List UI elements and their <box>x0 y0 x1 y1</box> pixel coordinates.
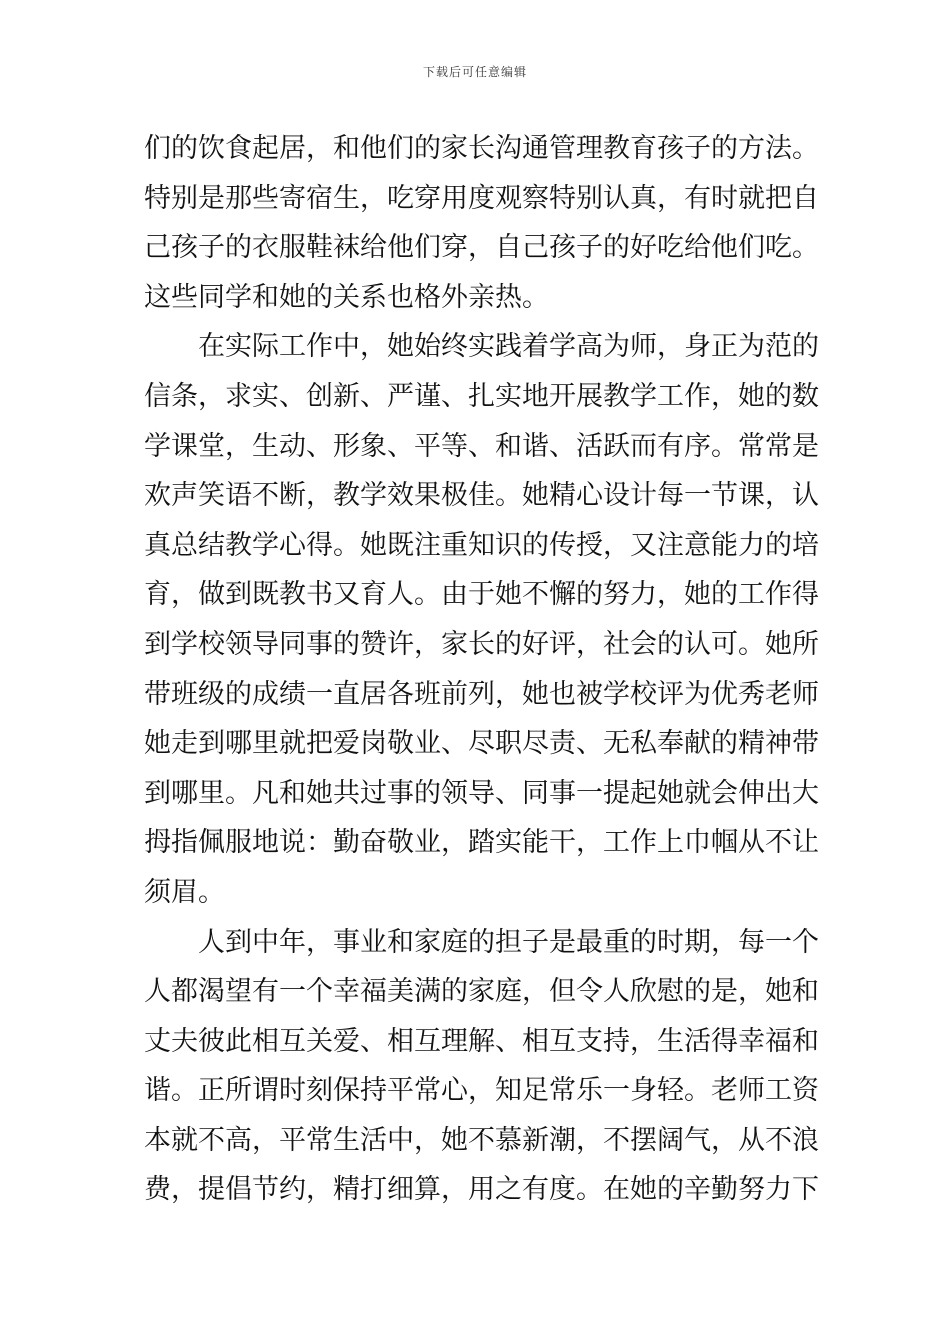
text-line: 欢声笑语不断，教学效果极佳。她精心设计每一节课，认 <box>144 480 819 512</box>
text-line: 己孩子的衣服鞋袜给他们穿，自己孩子的好吃给他们吃。 <box>144 232 819 264</box>
text-line: 育，做到既教书又育人。由于她不懈的努力，她的工作得 <box>144 579 819 611</box>
text-line: 在实际工作中，她始终实践着学高为师，身正为范的 <box>198 331 819 363</box>
page-header: 下载后可任意编辑 <box>422 65 527 79</box>
text-line: 这些同学和她的关系也格外亲热。 <box>144 281 549 313</box>
text-line: 须眉。 <box>144 876 225 908</box>
text-line: 特别是那些寄宿生，吃穿用度观察特别认真，有时就把自 <box>144 182 819 214</box>
text-line: 信条，求实、创新、严谨、扎实地开展教学工作，她的数 <box>144 380 819 412</box>
text-line: 人都渴望有一个幸福美满的家庭，但令人欣慰的是，她和 <box>144 976 819 1008</box>
body-text <box>144 124 819 1215</box>
text-line: 费，提倡节约，精打细算，用之有度。在她的辛勤努力下 <box>144 1174 819 1206</box>
text-line: 丈夫彼此相互关爱、相互理解、相互支持，生活得幸福和 <box>144 1025 819 1057</box>
text-line: 本就不高，平常生活中，她不慕新潮，不摆阔气，从不浪 <box>144 1124 819 1156</box>
text-line: 们的饮食起居，和他们的家长沟通管理教育孩子的方法。 <box>144 133 819 164</box>
text-line: 谐。正所谓时刻保持平常心，知足常乐一身轻。老师工资 <box>144 1075 819 1107</box>
text-line: 她走到哪里就把爱岗敬业、尽职尽责、无私奉献的精神带 <box>144 728 819 760</box>
text-line: 真总结教学心得。她既注重知识的传授，又注意能力的培 <box>144 529 819 561</box>
text-line: 到哪里。凡和她共过事的领导、同事一提起她就会伸出大 <box>144 777 819 809</box>
text-line: 拇指佩服地说：勤奋敬业，踏实能干，工作上巾帼从不让 <box>144 827 819 859</box>
text-line: 学课堂，生动、形象、平等、和谐、活跃而有序。常常是 <box>144 430 819 462</box>
text-line: 带班级的成绩一直居各班前列，她也被学校评为优秀老师 <box>144 678 819 710</box>
text-line: 到学校领导同事的赞许，家长的好评，社会的认可。她所 <box>144 628 819 660</box>
text-line: 人到中年，事业和家庭的担子是最重的时期，每一个 <box>198 926 819 958</box>
